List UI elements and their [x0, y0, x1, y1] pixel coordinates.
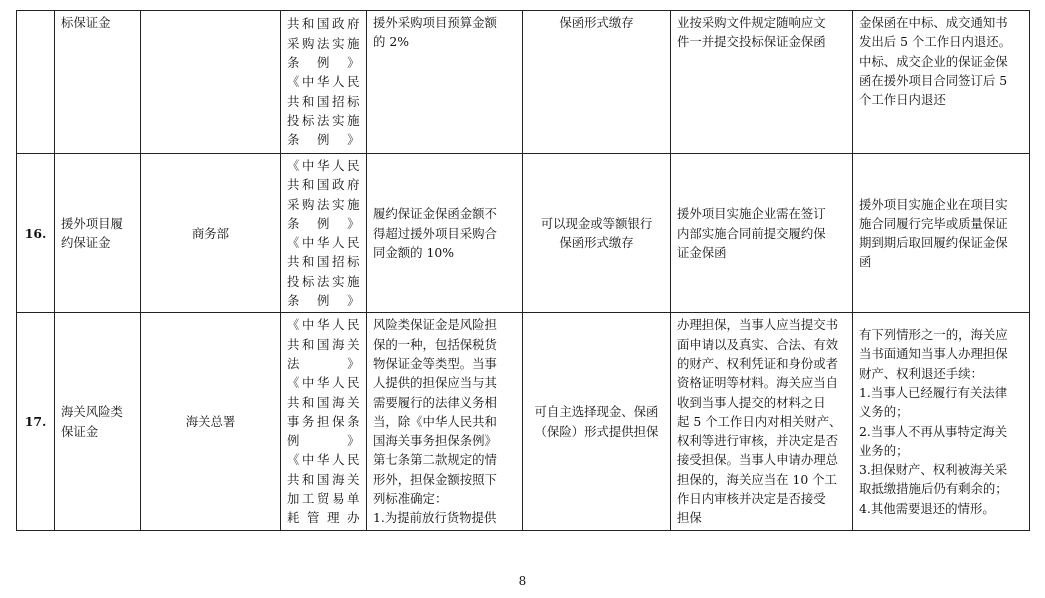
- cell-text-line: 投标法实施: [287, 112, 360, 128]
- cell-text-line: 保证金: [61, 423, 99, 439]
- cell-text-line: 《中华人民: [287, 158, 360, 173]
- cell-text-line: 件一并提交投标保证金保函: [677, 34, 826, 50]
- cell-text-line: 办理担保，当事人应当提交书: [677, 317, 839, 333]
- cell-text-line: 法》: [287, 355, 360, 371]
- cell-text-line: 取抵缴措施后仍有剩余的；: [859, 481, 1008, 497]
- deposit-name-cell: [55, 11, 141, 154]
- cell-text-line: 采购法实施: [287, 196, 360, 212]
- cell-text-line: 援外项目履: [61, 215, 123, 231]
- deposit-name-cell: [55, 313, 141, 530]
- row-number: [17, 11, 55, 154]
- cell-text-line: 发出后 5 个工作日内退还。: [859, 34, 1012, 50]
- table-row: [17, 313, 1030, 530]
- cell-text-line: 权利等进行审核，并决定是否: [677, 433, 839, 449]
- cell-text-line: 作日内审核并决定是否接受: [677, 491, 826, 507]
- cell-text-line: 担保: [677, 510, 702, 526]
- row-number: 17.: [17, 313, 55, 530]
- table-row: [17, 11, 1030, 154]
- cell-text-line: 共和国海关: [287, 394, 360, 410]
- cell-text-line: 条例》: [287, 55, 360, 71]
- cell-text-line: 证金保函: [677, 244, 727, 260]
- cell-text-line: 《中华人民: [287, 74, 360, 90]
- cell-text-line: （保险）形式提供担保: [534, 423, 659, 439]
- cell-text-line: 例》: [287, 433, 360, 449]
- cell-text-line: 保函形式缴存: [559, 235, 634, 251]
- cell-text-line: 中标、成交企业的保证金保: [859, 53, 1008, 69]
- cell-text-line: 采购法实施: [287, 35, 360, 51]
- cell-text-line: 期到期后取回履约保证金保: [859, 235, 1008, 251]
- row-number: 16.: [17, 154, 55, 313]
- cell-text-line: 4.其他需要退还的情形。: [859, 500, 995, 516]
- cell-text-line: 当，除《中华人民共和: [373, 413, 497, 429]
- cell-text-line: 施合同履行完毕或质量保证: [859, 215, 1008, 231]
- cell-text-line: 列标准确定：: [373, 491, 448, 507]
- cell-text-line: 援外项目实施企业在项目实: [859, 196, 1008, 212]
- cell-text-line: 《中华人民: [287, 452, 360, 468]
- cell-text-line: 需要履行的法律义务相: [373, 394, 497, 410]
- cell-text-line: 援外采购项目预算金额: [373, 15, 497, 30]
- table-body: [17, 11, 1030, 531]
- cell-text-line: 援外项目实施企业需在签订: [677, 206, 826, 222]
- cell-text-line: 共和国政府: [287, 16, 360, 32]
- cell-text-line: 《中华人民: [287, 375, 360, 391]
- legal-basis-cell: [281, 154, 367, 313]
- cell-text-line: 可以现金或等额银行: [540, 215, 653, 231]
- cell-text-line: 1.当事人已经履行有关法律: [859, 384, 1008, 400]
- cell-text-line: 人提供的担保应当与其: [373, 375, 497, 391]
- table-row: [17, 154, 1030, 313]
- legal-basis-cell: [281, 11, 367, 154]
- cell-text-line: 加工贸易单: [287, 491, 360, 507]
- refund-cell: [853, 11, 1030, 154]
- deposit-name-cell: [55, 154, 141, 313]
- cell-text-line: 共和国海关: [287, 471, 360, 487]
- amount-cell: [367, 154, 523, 313]
- department-cell: 海关总署: [141, 313, 281, 530]
- amount-cell: [367, 313, 523, 530]
- cell-text-line: 得超过援外项目采购合: [373, 225, 497, 241]
- cell-text-line: 个工作日内退还: [859, 92, 946, 108]
- procedure-cell: [671, 11, 853, 154]
- cell-text-line: 义务的；: [859, 404, 909, 420]
- department-cell: [141, 11, 281, 154]
- cell-text-line: 履约保证金保函金额不: [373, 206, 497, 222]
- cell-text-line: 第七条第二款规定的情: [373, 452, 497, 468]
- cell-text-line: 耗管理办: [287, 510, 360, 526]
- procedure-cell: [671, 154, 853, 313]
- amount-cell: [367, 11, 523, 154]
- cell-text-line: 共和国招标: [287, 93, 360, 109]
- cell-text-line: 《中华人民: [287, 317, 360, 333]
- cell-text-line: 共和国招标: [287, 254, 360, 270]
- legal-basis-cell: [281, 313, 367, 530]
- cell-text-line: 同金额的 10%: [373, 244, 455, 260]
- cell-text-line: 物保证金等类型。当事: [373, 355, 497, 371]
- cell-text-line: 保函形式缴存: [559, 15, 634, 30]
- cell-text-line: 2.当事人不再从事特定海关: [859, 423, 1008, 439]
- cell-text-line: 内部实施合同前提交履约保: [677, 225, 826, 241]
- cell-text-line: 共和国政府: [287, 177, 360, 193]
- cell-text-line: 起 5 个工作日内对相关财产、: [677, 413, 842, 429]
- cell-text-line: 函: [859, 254, 872, 270]
- cell-text-line: 条例》: [287, 215, 360, 231]
- cell-text-line: 《中华人民: [287, 235, 360, 251]
- cell-text-line: 担保的，海关应当在 10 个工: [677, 471, 837, 487]
- cell-text-line: 风险类保证金是风险担: [373, 317, 497, 333]
- payment-form-cell: [523, 11, 671, 154]
- payment-form-cell: [523, 154, 671, 313]
- cell-text-line: 接受担保。当事人申请办理总: [677, 452, 839, 468]
- cell-text-line: 海关风险类: [61, 404, 123, 420]
- refund-cell: [853, 313, 1030, 530]
- cell-text-line: 当书面通知当事人办理担保: [859, 346, 1008, 362]
- page-number: 8: [518, 574, 527, 588]
- cell-text-line: 标保证金: [61, 15, 111, 30]
- cell-text-line: 共和国海关: [287, 336, 360, 352]
- cell-text-line: 可自主选择现金、保函: [534, 404, 659, 420]
- cell-text-line: 3.担保财产、权利被海关采: [859, 462, 1008, 478]
- cell-text-line: 条例》: [287, 293, 360, 309]
- cell-text-line: 业务的；: [859, 442, 909, 458]
- cell-text-line: 函在援外项目合同签订后 5: [859, 72, 1008, 88]
- cell-text-line: 面申请以及真实、合法、有效: [677, 336, 839, 352]
- cell-text-line: 保的一种，包括保税货: [373, 336, 497, 352]
- cell-text-line: 约保证金: [61, 235, 111, 251]
- cell-text-line: 业按采购文件规定随响应文: [677, 15, 826, 30]
- refund-cell: [853, 154, 1030, 313]
- cell-text-line: 金保函在中标、成交通知书: [859, 15, 1008, 30]
- cell-text-line: 事务担保条: [287, 413, 360, 429]
- cell-text-line: 资格证明等材料。海关应当自: [677, 375, 839, 391]
- cell-text-line: 国海关事务担保条例》: [373, 433, 497, 449]
- cell-text-line: 有下列情形之一的，海关应: [859, 327, 1008, 343]
- cell-text-line: 收到当事人提交的材料之日: [677, 394, 826, 410]
- deposit-table: [16, 10, 1030, 531]
- cell-text-line: 的 2%: [373, 34, 409, 50]
- procedure-cell: [671, 313, 853, 530]
- cell-text-line: 财产、权利退还手续：: [859, 365, 983, 381]
- cell-text-line: 条例》: [287, 132, 360, 148]
- cell-text-line: 的财产、权利凭证和身份或者: [677, 355, 839, 371]
- department-cell: 商务部: [141, 154, 281, 313]
- cell-text-line: 1.为提前放行货物提供: [373, 510, 497, 526]
- cell-text-line: 投标法实施: [287, 273, 360, 289]
- payment-form-cell: [523, 313, 671, 530]
- cell-text-line: 形外，担保金额按照下: [373, 471, 497, 487]
